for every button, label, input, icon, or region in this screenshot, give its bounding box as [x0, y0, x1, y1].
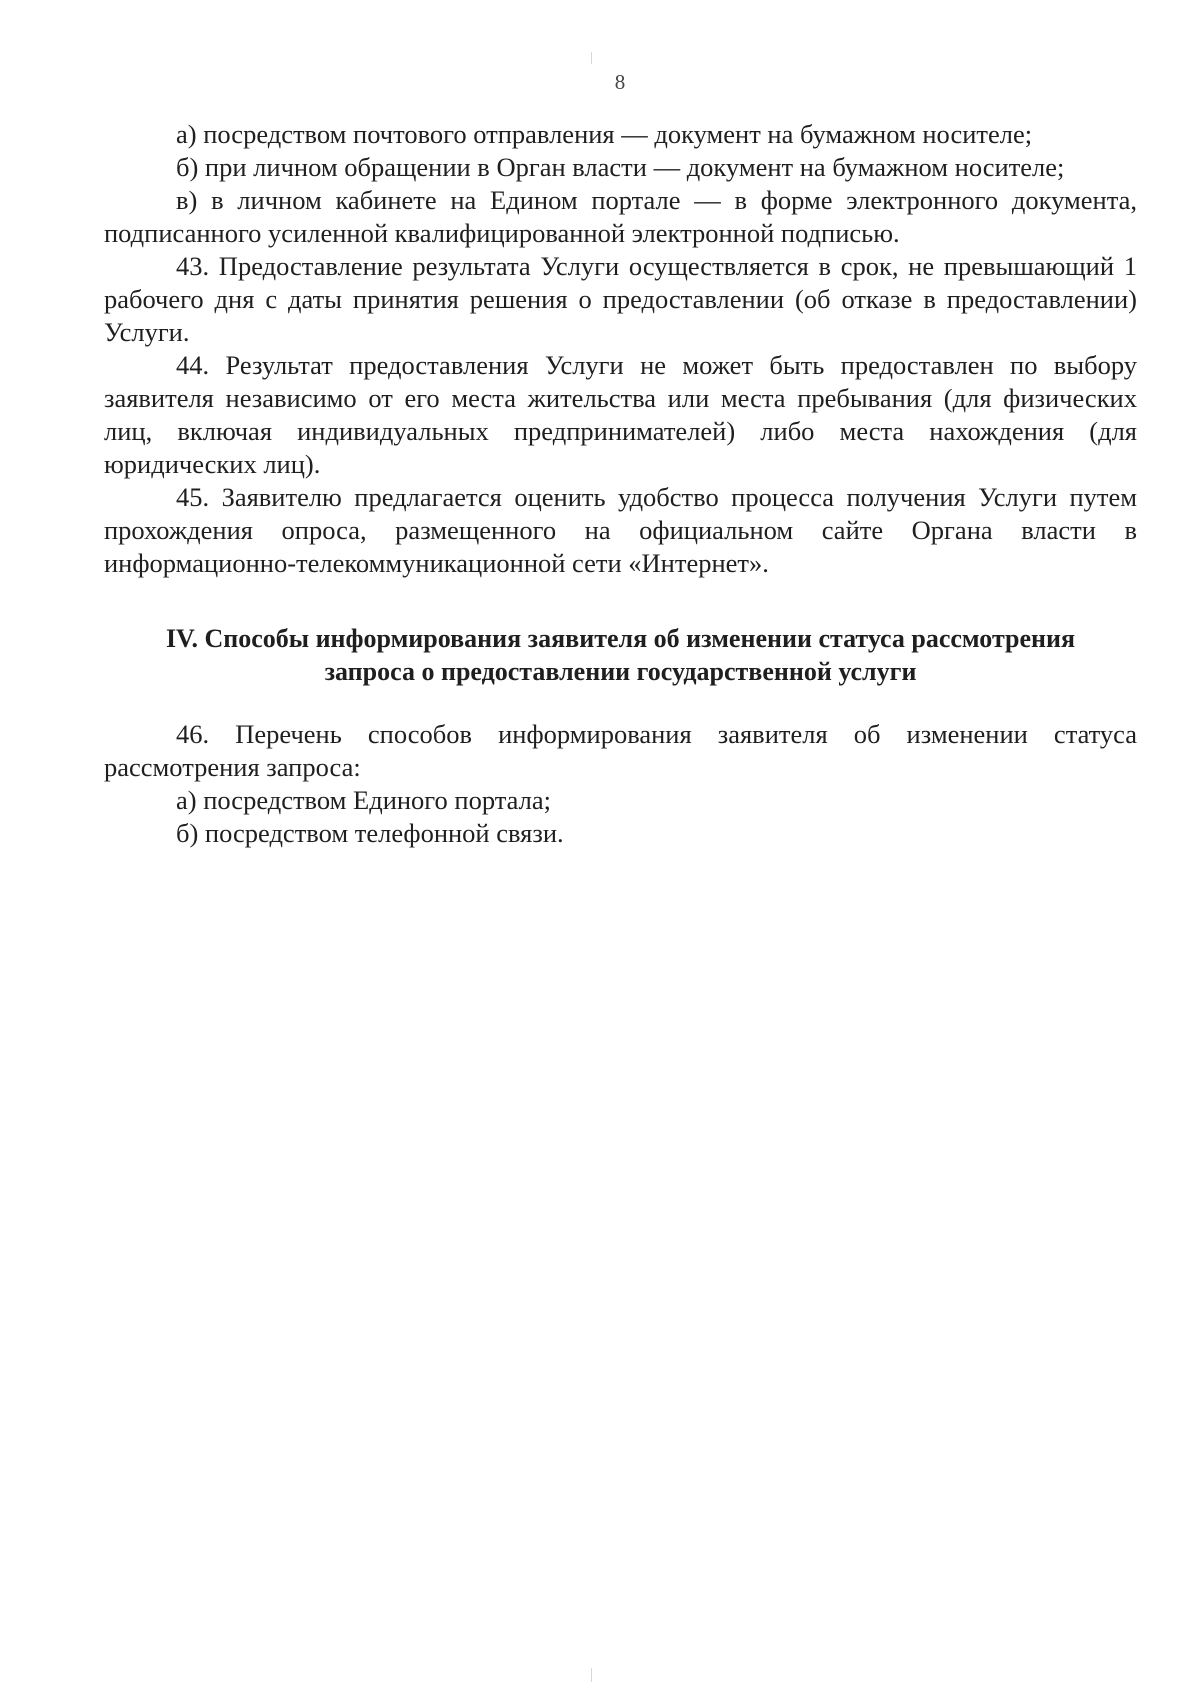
section-heading-line-2: запроса о предоставлении государственной услуги [324, 657, 917, 686]
paragraph-43: 43. Предоставление результата Услуги осуществляется в срок, не превышающий 1 рабочего дня с даты принятия решения о предоставлении (об отказе в предоставлении) Услуги. [104, 251, 1137, 347]
section-heading-iv [104, 622, 1137, 688]
paragraph-42a: а) посредством почтового отправления — документ на бумажном носителе; [176, 119, 1033, 149]
paragraph-45: 45. Заявителю предлагается оценить удобство процесса получения Услуги путем прохождения опроса, размещенного на официальном сайте Органа власти в информационно-телекоммуникационной сети «Интернет». [104, 482, 1137, 578]
paragraph-46a: а) посредством Единого портала; [176, 785, 551, 815]
document-body [104, 118, 1137, 850]
paragraph-44: 44. Результат предоставления Услуги не может быть предоставлен по выбору заявителя независимо от его места жительства или места пребывания (для физических лиц, включая индивидуальных предпринимателей) либо места нахождения (для юридических лиц). [104, 350, 1137, 479]
page-number: 8 [614, 70, 626, 94]
scan-artifact-top [591, 52, 592, 64]
paragraph-42c: в) в личном кабинете на Едином портале — в форме электронного документа, подписанного усиленной квалифицированной электронной подписью. [104, 185, 1137, 248]
paragraph-46: 46. Перечень способов информирования заявителя об изменении статуса рассмотрения запроса: [104, 719, 1137, 782]
scan-artifact-bottom [591, 1668, 592, 1682]
paragraph-46b: б) посредством телефонной связи. [176, 818, 564, 848]
section-heading-line-1: IV. Способы информирования заявителя об изменении статуса рассмотрения [165, 624, 1076, 653]
paragraph-42b: б) при личном обращении в Орган власти — документ на бумажном носителе; [176, 152, 1065, 182]
